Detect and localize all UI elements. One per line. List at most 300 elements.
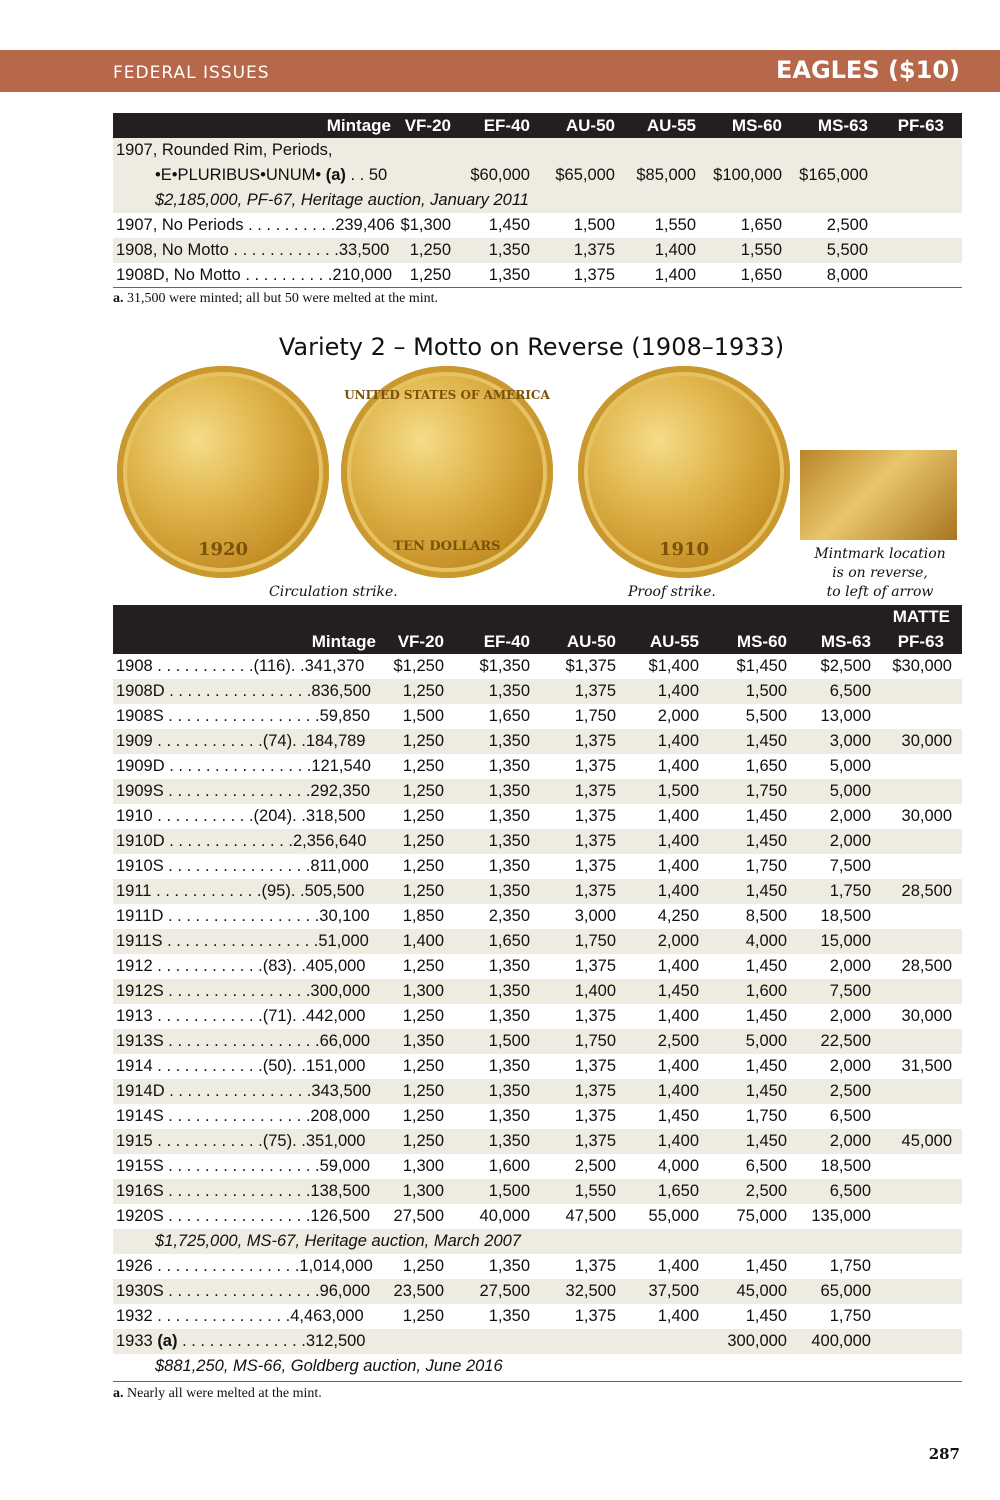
price-cell: 2,350 xyxy=(488,907,530,925)
price-cell xyxy=(620,1329,703,1354)
row-label xyxy=(113,779,380,804)
price-cell: $1,250 xyxy=(393,657,444,675)
table-header-row-upper xyxy=(113,605,962,629)
price-cell: 1,400 xyxy=(534,979,620,1004)
price-cell: 1,350 xyxy=(380,1029,448,1054)
price-cell: $1,375 xyxy=(565,657,616,675)
price-cell: 1,250 xyxy=(402,1307,444,1325)
price-cell: 30,000 xyxy=(901,807,952,825)
price-cell: 1,350 xyxy=(488,757,530,775)
price-cell: 1,250 xyxy=(402,1007,444,1025)
price-cell: 1,450 xyxy=(657,1107,699,1125)
caption-proof: Proof strike. xyxy=(628,584,716,600)
column-header: AU-55 xyxy=(620,629,703,654)
price-cell: 1,400 xyxy=(620,829,703,854)
price-cell: 1,375 xyxy=(574,757,616,775)
mintage-cell: 51,000 xyxy=(318,932,369,950)
price-cell: 1,500 xyxy=(703,679,791,704)
price-cell: 1,250 xyxy=(402,857,444,875)
row-label xyxy=(113,954,380,979)
price-cell xyxy=(875,1179,962,1204)
price-cell: 30,000 xyxy=(901,1007,952,1025)
price-cell: 1,450 xyxy=(745,1307,787,1325)
price-cell: 1,500 xyxy=(573,216,615,234)
price-cell: 1,350 xyxy=(448,729,534,754)
price-cell: 2,000 xyxy=(620,929,703,954)
price-cell: 5,000 xyxy=(829,757,871,775)
price-cell: 2,000 xyxy=(791,829,875,854)
price-cell: 1,375 xyxy=(534,1129,620,1154)
table-row xyxy=(113,1054,962,1079)
price-cell: 40,000 xyxy=(479,1207,530,1225)
price-cell: 2,500 xyxy=(791,1079,875,1104)
mintage-cell: 66,000 xyxy=(319,1032,371,1050)
row-label xyxy=(113,704,380,729)
price-cell xyxy=(872,263,962,288)
price-cell: 30,000 xyxy=(875,729,962,754)
table-row xyxy=(113,954,962,979)
price-cell: $165,000 xyxy=(786,163,872,188)
row-label xyxy=(113,754,380,779)
price-cell: 1,375 xyxy=(574,1107,616,1125)
price-cell: 1,250 xyxy=(380,879,448,904)
price-cell: 1,600 xyxy=(488,1157,530,1175)
price-cell: 1,350 xyxy=(488,1107,530,1125)
price-cell: 1,650 xyxy=(740,266,782,284)
variety-name: 1912S . . . . . . . . . . . . . . . . xyxy=(116,982,311,1000)
column-header-matte: MATTE xyxy=(875,605,962,629)
price-cell: 1,250 xyxy=(402,957,444,975)
price-cell: 1,250 xyxy=(402,1057,444,1075)
price-cell: 1,500 xyxy=(448,1179,534,1204)
row-label xyxy=(113,1104,380,1129)
mintage-cell: 96,000 xyxy=(319,1282,371,1300)
price-cell: 1,250 xyxy=(402,757,444,775)
table-row xyxy=(113,829,962,854)
price-cell: 1,450 xyxy=(745,957,787,975)
price-cell: 1,375 xyxy=(574,1307,616,1325)
mintage-cell: 33,500 xyxy=(338,241,390,259)
price-cell: 1,650 xyxy=(620,1179,703,1204)
price-cell: 7,500 xyxy=(791,979,875,1004)
row-label xyxy=(113,654,380,679)
price-cell: 1,450 xyxy=(620,979,703,1004)
price-cell: 1,350 xyxy=(448,879,534,904)
price-cell: 6,500 xyxy=(791,679,875,704)
price-cell xyxy=(875,979,962,1004)
mintage-cell: 126,500 xyxy=(310,1207,371,1225)
mintage-cell: 811,000 xyxy=(310,857,369,875)
mintage-cell: 312,500 xyxy=(305,1332,366,1350)
row-label xyxy=(113,879,380,904)
price-cell: 6,500 xyxy=(745,1157,787,1175)
mintage-cell: 1,014,000 xyxy=(299,1257,373,1275)
price-cell: 47,500 xyxy=(565,1207,616,1225)
price-cell: 45,000 xyxy=(703,1279,791,1304)
price-cell: 4,000 xyxy=(657,1157,699,1175)
price-cell: 4,250 xyxy=(657,907,699,925)
footnote xyxy=(113,1386,322,1402)
variety-name: 1908, No Motto . . . . . . . . . . . . xyxy=(116,241,339,259)
price-cell xyxy=(875,1029,962,1054)
price-cell: 1,400 xyxy=(657,1007,699,1025)
price-cell xyxy=(875,754,962,779)
auction-note-row xyxy=(113,1354,962,1379)
table-row xyxy=(113,1104,962,1129)
table-row xyxy=(113,654,962,679)
table-row xyxy=(113,854,962,879)
footnote-ref: (a) xyxy=(157,1332,178,1350)
price-cell: 1,650 xyxy=(488,707,530,725)
price-cell: 2,500 xyxy=(703,1179,791,1204)
variety-name: 1916S . . . . . . . . . . . . . . . . xyxy=(116,1182,311,1200)
mintage-cell: 351,000 xyxy=(305,1132,366,1150)
column-header: AU-55 xyxy=(619,113,700,138)
table-row xyxy=(113,879,962,904)
row-label: 1907, Rounded Rim, Periods, xyxy=(113,138,962,163)
price-cell xyxy=(875,829,962,854)
mintage-cell: 184,789 xyxy=(305,732,366,750)
footnote-mark: a. xyxy=(113,291,124,306)
table-rule xyxy=(113,287,962,288)
price-cell xyxy=(872,238,962,263)
price-cell: 1,500 xyxy=(448,1029,534,1054)
price-cell: 23,500 xyxy=(380,1279,448,1304)
mintage-cell: 151,000 xyxy=(305,1057,366,1075)
table-row xyxy=(113,263,962,288)
price-cell: 1,250 xyxy=(380,779,448,804)
price-cell: 6,500 xyxy=(829,1107,871,1125)
price-cell: 1,750 xyxy=(574,707,616,725)
row-label xyxy=(113,1054,380,1079)
price-cell: 5,000 xyxy=(703,1029,791,1054)
price-cell xyxy=(875,854,962,879)
row-label xyxy=(113,263,395,288)
price-cell: 1,750 xyxy=(745,857,787,875)
eagles-variety2-table xyxy=(113,605,962,1379)
price-cell xyxy=(875,1204,962,1229)
price-cell: 1,350 xyxy=(488,1307,530,1325)
footnote-text: Nearly all were melted at the mint. xyxy=(127,1386,322,1401)
row-label xyxy=(113,804,380,829)
table-header-row xyxy=(113,629,962,654)
price-cell: 22,500 xyxy=(791,1029,875,1054)
price-cell xyxy=(875,679,962,704)
caption-mintmark: Mintmark location is on reverse, to left of arrow xyxy=(814,546,946,600)
column-header: Mintage xyxy=(113,629,380,654)
price-cell: 27,500 xyxy=(448,1279,534,1304)
mintage-cell: 343,500 xyxy=(311,1082,371,1100)
column-header: MS-63 xyxy=(786,113,872,138)
table-row xyxy=(113,138,962,163)
variety-name: 1909 . . . . . . . . . . . .(74). . xyxy=(116,732,306,750)
price-cell: 28,500 xyxy=(901,957,952,975)
table-rule xyxy=(113,1381,962,1382)
price-cell: 1,450 xyxy=(703,1129,791,1154)
variety-name: 1910S . . . . . . . . . . . . . . . . xyxy=(116,857,311,875)
price-cell: 1,400 xyxy=(620,879,703,904)
price-cell: 1,400 xyxy=(619,238,700,263)
price-cell: 1,350 xyxy=(448,1079,534,1104)
price-cell: 1,650 xyxy=(448,929,534,954)
price-cell: 1,850 xyxy=(402,907,444,925)
column-header: MS-63 xyxy=(791,629,875,654)
price-cell xyxy=(875,1304,962,1329)
price-cell: 4,000 xyxy=(703,929,791,954)
price-cell: 1,750 xyxy=(745,1107,787,1125)
table-row xyxy=(113,1029,962,1054)
price-cell: 1,350 xyxy=(488,957,530,975)
variety-name: 1908D . . . . . . . . . . . . . . . . xyxy=(116,682,312,700)
price-cell: 1,400 xyxy=(620,1079,703,1104)
section-label: FEDERAL ISSUES xyxy=(113,63,270,83)
column-header: EF-40 xyxy=(448,629,534,654)
price-cell: 1,250 xyxy=(380,1129,448,1154)
table-row xyxy=(113,679,962,704)
variety-name: 1914D . . . . . . . . . . . . . . . . xyxy=(116,1082,312,1100)
table-row xyxy=(113,979,962,1004)
price-cell xyxy=(875,704,962,729)
variety-name: 1910D . . . . . . . . . . . . . . xyxy=(116,832,293,850)
mintage-cell: 208,000 xyxy=(310,1107,371,1125)
price-cell: 1,600 xyxy=(703,979,791,1004)
section-header-bar xyxy=(0,50,1000,92)
mintage-cell: 442,000 xyxy=(305,1007,366,1025)
price-cell: 1,375 xyxy=(534,729,620,754)
price-cell: 1,375 xyxy=(534,829,620,854)
price-cell: 8,000 xyxy=(826,266,868,284)
auction-note: $881,250, MS-66, Goldberg auction, June 2016 xyxy=(155,1357,503,1375)
price-cell: 1,250 xyxy=(402,807,444,825)
row-label xyxy=(113,1079,380,1104)
variety-name: 1914 . . . . . . . . . . . .(50). . xyxy=(116,1057,306,1075)
price-cell: 1,750 xyxy=(703,779,791,804)
price-cell: 1,450 xyxy=(745,1057,787,1075)
price-cell xyxy=(872,213,962,238)
mintage-cell: 138,500 xyxy=(310,1182,371,1200)
row-label xyxy=(113,1029,380,1054)
mintage-cell: 210,000 xyxy=(332,266,393,284)
table-row xyxy=(113,1279,962,1304)
column-header: MS-60 xyxy=(703,629,791,654)
row-label xyxy=(113,213,395,238)
price-cell: $60,000 xyxy=(455,163,534,188)
price-cell: 32,500 xyxy=(534,1279,620,1304)
row-label xyxy=(113,1204,380,1229)
table-row xyxy=(113,779,962,804)
coin-year: 1910 xyxy=(658,539,710,560)
row-label xyxy=(113,1304,380,1329)
variety-name: 1913 . . . . . . . . . . . .(71). . xyxy=(116,1007,306,1025)
price-cell: 15,000 xyxy=(791,929,875,954)
price-cell: 1,400 xyxy=(654,266,696,284)
price-cell: 1,500 xyxy=(402,707,444,725)
price-cell: 1,450 xyxy=(488,216,530,234)
price-cell: 1,400 xyxy=(620,679,703,704)
price-cell: 2,500 xyxy=(826,216,868,234)
price-cell: 1,350 xyxy=(448,1129,534,1154)
price-cell: 5,000 xyxy=(791,779,875,804)
price-cell: 1,450 xyxy=(745,1257,787,1275)
price-cell: 1,300 xyxy=(402,1157,444,1175)
row-label xyxy=(113,1254,380,1279)
price-cell xyxy=(875,1279,962,1304)
price-cell: 5,500 xyxy=(786,238,872,263)
price-cell: 1,250 xyxy=(380,679,448,704)
variety-name: 1933 xyxy=(116,1332,153,1350)
price-cell: 2,000 xyxy=(829,1057,871,1075)
auction-note: $2,185,000, PF-67, Heritage auction, January 2011 xyxy=(113,188,962,213)
price-cell: 1,750 xyxy=(829,1307,871,1325)
table-row xyxy=(113,1204,962,1229)
row-label xyxy=(113,1329,380,1354)
price-cell xyxy=(380,1329,448,1354)
mintage-cell: 59,850 xyxy=(319,707,371,725)
price-cell: 8,500 xyxy=(745,907,787,925)
footnote-text: 31,500 were minted; all but 50 were melted at the mint. xyxy=(127,291,439,306)
row-label xyxy=(113,1179,380,1204)
row-label xyxy=(113,238,395,263)
row-label xyxy=(113,729,380,754)
mintage-cell: 300,000 xyxy=(310,982,371,1000)
price-cell: 1,250 xyxy=(380,1079,448,1104)
price-cell: 1,650 xyxy=(745,757,787,775)
price-cell: 18,500 xyxy=(820,1157,871,1175)
column-header: VF-20 xyxy=(380,629,448,654)
mintage-cell: 318,500 xyxy=(305,807,366,825)
column-header: VF-20 xyxy=(395,113,455,138)
table-header-row xyxy=(113,113,962,138)
column-header: PF-63 xyxy=(872,113,962,138)
price-cell xyxy=(875,1254,962,1279)
price-cell: 1,750 xyxy=(534,929,620,954)
price-cell: $1,450 xyxy=(736,657,787,675)
price-cell: 1,375 xyxy=(534,879,620,904)
coin-denomination: TEN DOLLARS xyxy=(393,539,501,554)
page-number: 287 xyxy=(928,1445,960,1463)
row-label xyxy=(113,1129,380,1154)
mintmark-closeup-image xyxy=(800,450,957,540)
row-label xyxy=(113,829,380,854)
price-cell: 1,375 xyxy=(574,957,616,975)
variety-text: •E•PLURIBUS•UNUM• xyxy=(155,166,322,184)
mintage-cell: 2,356,640 xyxy=(292,832,367,850)
table-row xyxy=(113,163,962,188)
footnote-mark: a. xyxy=(113,1386,124,1401)
variety-name: 1911 . . . . . . . . . . . .(95). . xyxy=(116,882,305,900)
table-row xyxy=(113,213,962,238)
variety-name: 1926 . . . . . . . . . . . . . . . . xyxy=(116,1257,300,1275)
price-cell xyxy=(875,779,962,804)
table-row xyxy=(113,188,962,213)
price-cell: 5,500 xyxy=(745,707,787,725)
variety-name: 1909D . . . . . . . . . . . . . . . . xyxy=(116,757,312,775)
variety-name: 1911D . . . . . . . . . . . . . . . . . xyxy=(116,907,320,925)
price-cell: 1,650 xyxy=(740,216,782,234)
price-cell: $100,000 xyxy=(700,163,786,188)
price-cell: 65,000 xyxy=(791,1279,875,1304)
price-cell: 2,000 xyxy=(829,1007,871,1025)
price-cell: 1,500 xyxy=(620,779,703,804)
price-cell: 1,350 xyxy=(455,238,534,263)
column-header: MS-60 xyxy=(700,113,786,138)
price-cell: $1,400 xyxy=(648,657,699,675)
price-cell: 1,350 xyxy=(488,857,530,875)
price-cell: 1,400 xyxy=(657,857,699,875)
price-cell: 1,400 xyxy=(657,757,699,775)
price-cell: 2,000 xyxy=(657,707,699,725)
price-cell: 1,350 xyxy=(488,266,530,284)
price-cell: 1,350 xyxy=(488,1007,530,1025)
table-row xyxy=(113,704,962,729)
price-cell: 1,750 xyxy=(829,1257,871,1275)
price-cell xyxy=(395,163,455,188)
price-cell: 2,500 xyxy=(574,1157,616,1175)
price-cell: 45,000 xyxy=(875,1129,962,1154)
price-cell: 1,375 xyxy=(534,1079,620,1104)
row-label xyxy=(113,904,380,929)
row-label xyxy=(113,979,380,1004)
price-cell: 55,000 xyxy=(648,1207,699,1225)
price-cell: 1,350 xyxy=(448,679,534,704)
variety-name: 1914S . . . . . . . . . . . . . . . . xyxy=(116,1107,311,1125)
variety-name: 1930S . . . . . . . . . . . . . . . . . xyxy=(116,1282,320,1300)
price-cell: 1,450 xyxy=(703,829,791,854)
price-cell: $1,350 xyxy=(479,657,530,675)
price-cell: 1,350 xyxy=(448,829,534,854)
price-cell: 1,400 xyxy=(620,1129,703,1154)
table-row xyxy=(113,1129,962,1154)
price-cell: 18,500 xyxy=(820,907,871,925)
variety-name: 1912 . . . . . . . . . . . .(83). . xyxy=(116,957,306,975)
table-row xyxy=(113,1154,962,1179)
auction-note: $1,725,000, MS-67, Heritage auction, March 2007 xyxy=(113,1229,962,1254)
page-title: EAGLES ($10) xyxy=(775,56,960,84)
table-row xyxy=(113,1004,962,1029)
eagles-variety1-table xyxy=(113,113,962,288)
coin-obverse-circulation-image xyxy=(117,366,329,578)
price-cell: 2,000 xyxy=(791,1129,875,1154)
price-cell: 1,550 xyxy=(534,1179,620,1204)
price-cell: 1,375 xyxy=(534,238,619,263)
variety-name: 1908S . . . . . . . . . . . . . . . . . xyxy=(116,707,320,725)
price-cell: 1,400 xyxy=(657,1257,699,1275)
variety-heading: Variety 2 – Motto on Reverse (1908–1933) xyxy=(278,333,785,361)
mintage-cell: 239,406 xyxy=(335,216,395,234)
price-cell: 75,000 xyxy=(736,1207,787,1225)
footnote xyxy=(113,291,438,307)
variety-name: 1913S . . . . . . . . . . . . . . . . . xyxy=(116,1032,320,1050)
table-row xyxy=(113,729,962,754)
mintage-cell: 836,500 xyxy=(311,682,371,700)
price-cell: 1,750 xyxy=(534,1029,620,1054)
table-row xyxy=(113,1079,962,1104)
price-cell: 1,375 xyxy=(574,1257,616,1275)
footnote-ref: (a) xyxy=(325,166,346,184)
price-cell: 1,450 xyxy=(745,1007,787,1025)
price-cell: 1,375 xyxy=(574,1007,616,1025)
coin-year: 1920 xyxy=(197,539,249,560)
price-cell: 1,750 xyxy=(791,879,875,904)
price-cell: 1,300 xyxy=(380,1179,448,1204)
row-label xyxy=(113,1279,380,1304)
row-label xyxy=(113,854,380,879)
mintage-cell: 59,000 xyxy=(319,1157,371,1175)
price-cell: 1,350 xyxy=(488,1057,530,1075)
table-row xyxy=(113,1254,962,1279)
price-cell: $65,000 xyxy=(534,163,619,188)
price-cell: 1,375 xyxy=(534,779,620,804)
